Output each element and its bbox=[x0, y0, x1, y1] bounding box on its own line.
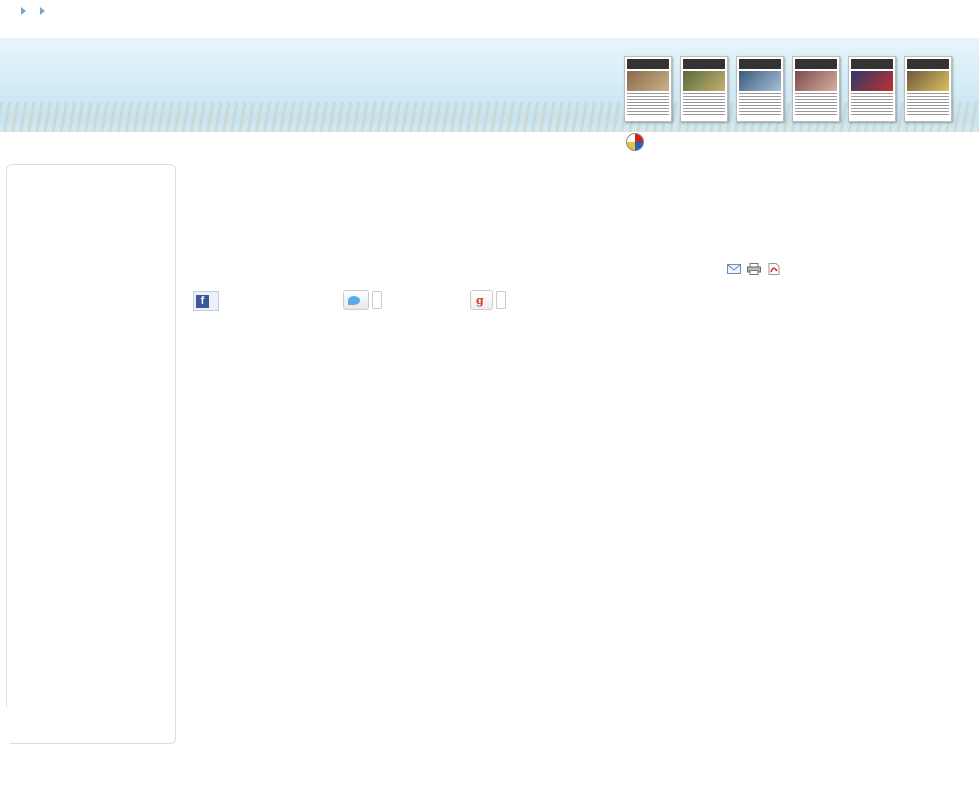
newspaper-thumbnail[interactable] bbox=[680, 56, 728, 122]
tweet-widget bbox=[343, 291, 382, 309]
twitter-bird-icon bbox=[348, 296, 360, 305]
tweet-count bbox=[372, 291, 382, 309]
newspaper-thumbnail[interactable] bbox=[624, 56, 672, 122]
newspaper-thumbnail[interactable] bbox=[848, 56, 896, 122]
email-icon[interactable] bbox=[727, 263, 741, 275]
pdf-icon[interactable] bbox=[767, 263, 781, 275]
article-tools bbox=[727, 263, 781, 275]
google-plus-widget bbox=[470, 291, 506, 309]
phone-numbers bbox=[620, 133, 650, 151]
newspaper-thumbnail[interactable] bbox=[736, 56, 784, 122]
beach-ball-icon bbox=[626, 133, 644, 151]
breadcrumb bbox=[14, 7, 52, 15]
google-plus-icon: g bbox=[476, 293, 484, 307]
newspaper-thumbnail[interactable] bbox=[792, 56, 840, 122]
breadcrumb-arrow-icon bbox=[21, 7, 26, 15]
article-body bbox=[183, 334, 783, 346]
facebook-icon: f bbox=[196, 295, 209, 308]
article-header bbox=[183, 193, 783, 215]
print-icon[interactable] bbox=[747, 263, 761, 275]
facebook-recommend-button[interactable] bbox=[193, 291, 219, 311]
tweet-button[interactable] bbox=[343, 290, 369, 310]
breadcrumb-arrow-icon bbox=[40, 7, 45, 15]
newspaper-thumbnail[interactable] bbox=[904, 56, 952, 122]
newspaper-thumbnails bbox=[624, 56, 952, 122]
social-buttons bbox=[193, 291, 783, 311]
google-plus-count bbox=[496, 291, 506, 309]
site-banner bbox=[0, 38, 979, 150]
sidebar-panel bbox=[6, 164, 176, 744]
google-plus-one-button[interactable] bbox=[470, 290, 493, 310]
